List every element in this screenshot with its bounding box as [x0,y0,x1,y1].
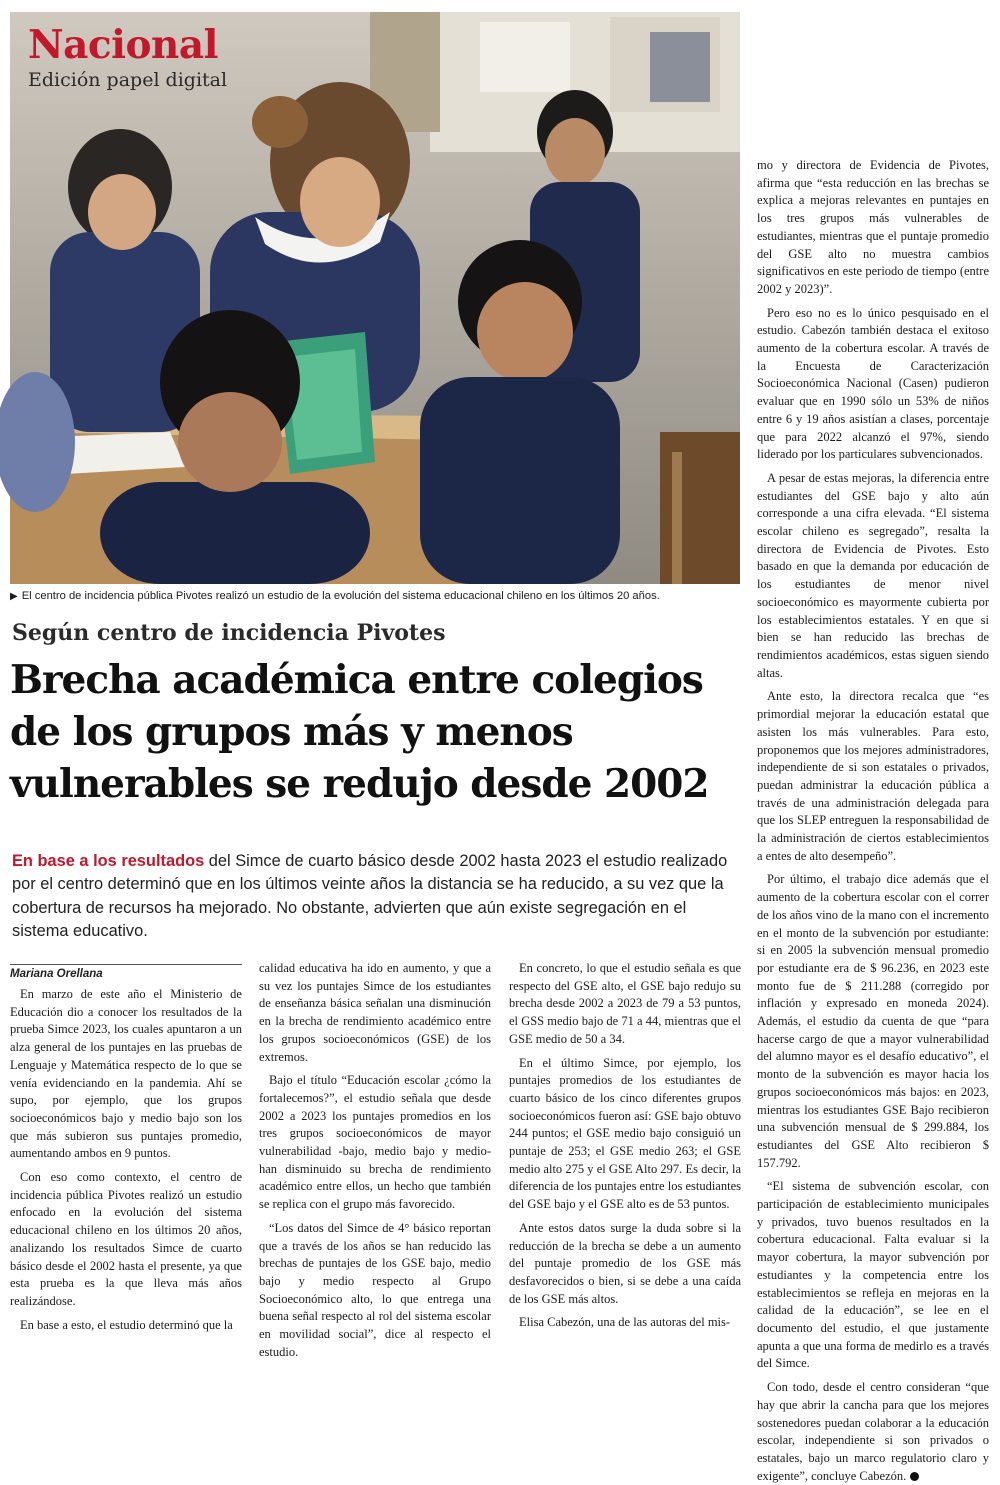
end-mark-icon [910,1472,919,1481]
section-header [28,24,227,91]
paragraph: En marzo de este año el Ministerio de Educación dio a conocer los resultados de la prueba Simce 2023, los cuales apuntaron a un alza general de los puntajes en las pruebas de Lenguaje y Matemática respecto de lo que se venía evidenciando en la pandemia. Ahí se supo, por ejemplo, que los grupos socioeconómicos bajo y medio bajo son los que más subieron sus puntajes promedio, aumentando ambos en 9 puntos. [10,987,242,1161]
article-kicker: Según centro de incidencia Pivotes [12,620,446,646]
paragraph: “Los datos del Simce de 4° básico reportan que a través de los años se han reducido las brechas de puntajes de los GSE bajo, medio bajo y medio respecto al Grupo Socioeconómico alto, lo que entrega una buena señal respecto al rol del sistema escolar en movilidad social”, dice al respecto el estudio. [259,1220,491,1359]
paragraph-text: Con todo, desde el centro consideran “que hay que abrir la cancha para que los mejores sostenedores puedan colaborar a la educación escolar, independiente si son privados o estatales, bajo un marco regulatorio claro y exigente”, concluye Cabezón. [757,1380,989,1483]
headline-line: de los grupos más y menos [10,709,573,755]
paragraph: calidad educativa ha ido en aumento, y que a su vez los puntajes Simce de los estudiantes de enseñanza básica señalan una disminución en la brecha de rendimiento académico entre los grupos socioeconómicos (GSE) de los extremos. [259,961,491,1064]
lead-highlight: En base a los resultados [12,852,205,870]
caption-triangle-icon: ▶ [10,591,18,602]
paragraph: Pero eso no es lo único pesquisado en el estudio. Cabezón también destaca el exitoso aumento de la cobertura escolar. A través de la Encuesta de Caracterización Socioeconómica Nacional (Casen) pudieron evaluar que en 1990 sólo un 53% de niños entre 6 y 19 años asistían a clases, porcentaje que para 2022 alcanzó el 97%, siendo liderado por los particulares subvencionados. [757,305,989,462]
article-column-2 [259,960,491,1359]
article-column-1 [10,968,242,1332]
paragraph: Por último, el trabajo dice además que el aumento de la cobertura escolar con el correr de los años vino de la mano con el incremento en el monto de la subvención por estudiante: si en 2005 la subvención mensual promedio por estudiante era de $ 96.236, en 2023 este monto fue de $ 211.288 (corregido por inflación y expresado en moneda 2024). Además, el estudio da cuenta de que “para hacerse cargo de que a mayor vulnerabilidad del alumno mayor es el desafío educativo”, el monto de la subvención es mayor hacia los grupos socioeconómicos más bajos: en 2023, mientras los estudiantes GSE Bajo recibieron una subvención mensual de $ 299.884, los estudiantes del GSE Alto recibieron $ 157.792. [757,872,989,1170]
headline-line: Brecha académica entre colegios [10,657,703,703]
section-subtitle: Edición papel digital [28,68,228,91]
photo-caption-text: El centro de incidencia pública Pivotes realizó un estudio de la evolución del sistema educacional chileno en los últimos 20 años. [21,590,660,602]
paragraph: Bajo el título “Educación escolar ¿cómo la fortalecemos?”, el estudio señala que desde 2002 a 2023 los puntajes promedios en los tres grupos socioeconómicos de mayor vulnerabilidad -bajo, medio bajo y medio- han disminuido su brecha de rendimiento académico entre ellos, un hecho que también se replica con el grupo más favorecido. [259,1073,491,1212]
article-headline [10,654,740,810]
paragraph: “El sistema de subvención escolar, con participación de establecimiento municipales y privados, tuvo buenos resultados en la cobertura educacional. Falta evaluar si la mayor cobertura, la mayor subvención por estudiantes y la competencia entre los establecimientos se refleja en mejoras en la calidad de la educación”, se lee en el documento del estudio, el que justamente apunta a que una forma de medirlo es a través del Simce. [757,1179,989,1371]
last-paragraph [757,1379,989,1485]
photo-caption [10,590,740,602]
paragraph: Con eso como contexto, el centro de incidencia pública Pivotes realizó un estudio enfocado en la evolución del sistema educacional chileno en los últimos 20 años, analizando los resultados Simce de cuarto básico desde el 2002 hasta el presente, ya que esta prueba es la que lleva más años realizándose. [10,1170,242,1308]
classroom-photo-illustration [10,12,740,584]
article-column-4 [757,157,989,1483]
paragraph: Ante esto, la directora recalca que “es primordial mejorar la educación estatal que asisten los más vulnerables. Para esto, proponemos que los mejores administradores, independiente de si son estatales o privados, puedan administrar la educación pública a través de una administración delegada para que los SLEP entreguen la responsabilidad de la administración de ciertos establecimientos a entes de alto desempeño”. [757,689,989,863]
paragraph: En base a esto, el estudio determinó que la [20,1317,233,1332]
lead-text: del Simce de cuarto básico desde 2002 hasta 2023 el estudio realizado por el centro determinó que en los últimos veinte años la distancia se ha reducido, a su vez que la cobertura de recursos ha mejorado. No obstante, advierten que aún existe segregación en el sistema educativo. [12,852,728,941]
paragraph: Ante estos datos surge la duda sobre si la reducción de la brecha se debe a un aumento del puntaje promedio de los GSE más desfavorecidos o bien, si se debe a una caída de los GSE más altos. [509,1220,741,1306]
paragraph: En concreto, lo que el estudio señala es que respecto del GSE alto, el GSE bajo redujo su brecha desde 2002 a 2023 de 79 a 53 puntos, el GSS medio bajo de 71 a 44, mientras que el GSE medio de 50 a 34. [509,961,741,1046]
paragraph: En el último Simce, por ejemplo, los puntajes promedios de los estudiantes de cuarto básico de los cinco diferentes grupos socioeconómicos fueron así: GSE bajo obtuvo 244 puntos; el GSE medio bajo consiguió un puntaje de 253; el GSE medio 263; el GSE medio alto 275 y el GSE Alto 297. Es decir, la diferencia de los puntajes entre los estudiantes del GSE bajo y el GSE alto es de 53 puntos. [509,1055,741,1212]
section-title: Nacional [28,22,218,68]
headline-line: vulnerables se redujo desde 2002 [10,761,709,807]
paragraph: Elisa Cabezón, una de las autoras del mis- [519,1315,731,1330]
article-photo [10,12,740,584]
article-byline: Mariana Orellana [10,964,242,980]
paragraph: mo y directora de Evidencia de Pivotes, afirma que “esta reducción en las brechas se explica a mejoras relevantes en puntajes en los tres grupos más vulnerables de estudiantes, mientras que el puntaje promedio del GSE alto no muestra cambios significativos en este periodo de tiempo (entre 2002 y 2023)”. [757,158,989,296]
paragraph: A pesar de estas mejoras, la diferencia entre estudiantes del GSE bajo y alto aún corresponde a una cifra elevada. “El sistema escolar chileno es segregado”, resalta la directora de Evidencia de Pivotes. Esto basado en que la demanda por educación de los estudiantes de menor nivel socioeconómico es mayormente cubierta por los establecimientos estatales. Y en que si bien se han reducido las brechas de rendimientos académicos, estas siguen siendo altas. [757,470,989,680]
article-column-3 [509,960,741,1330]
article-lead [12,850,738,944]
